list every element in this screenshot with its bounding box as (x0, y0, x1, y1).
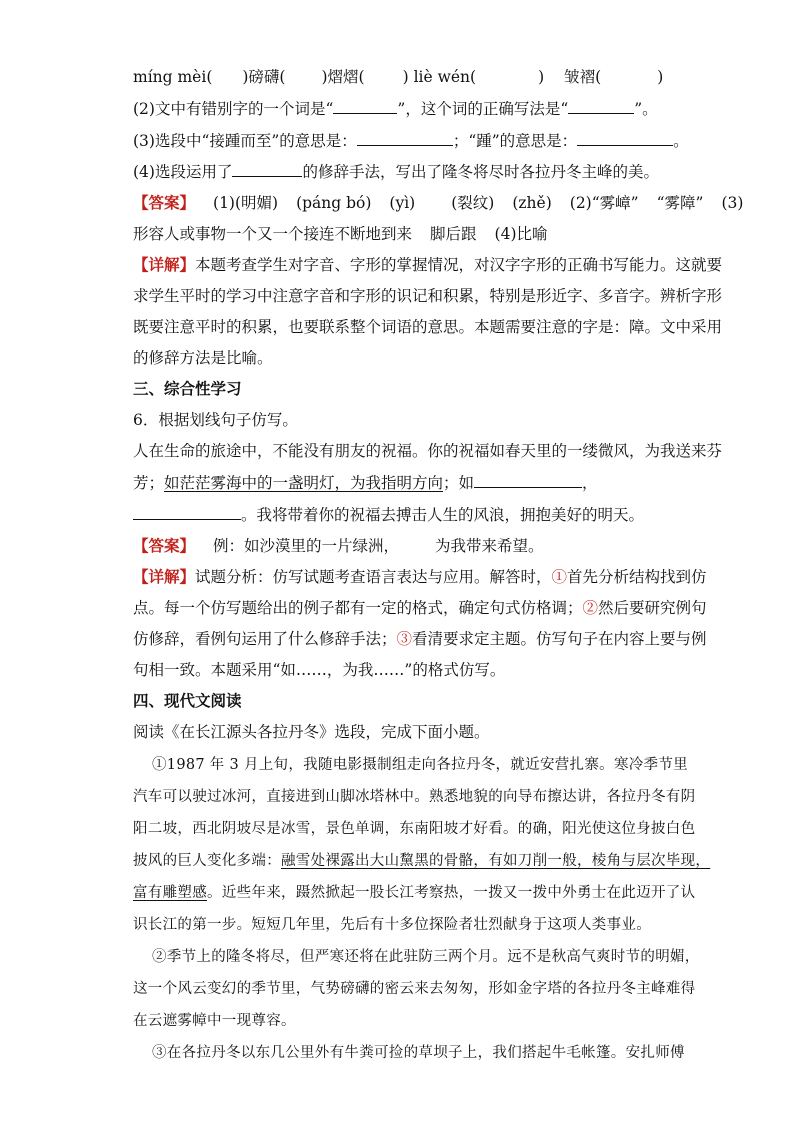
text: 例：如沙漠里的一片绿洲， (213, 537, 400, 555)
text: ) (657, 68, 664, 86)
passage-line: 识长江的第一步。短短几年里，先后有十多位探险者壮烈献身于这项人类事业。 (133, 917, 651, 933)
text: )熠熠( (321, 68, 365, 86)
detail2-line2 (133, 597, 707, 619)
answer-blank (577, 129, 673, 146)
answer-blank (357, 129, 453, 146)
q6-title: 6．根据划线句子仿写。 (133, 411, 298, 429)
text: 首先分析结构找到仿 (567, 568, 707, 586)
q5-part4-line (133, 160, 659, 183)
detail2-line3 (133, 628, 707, 650)
text: (1)(明媚) (213, 194, 279, 212)
text: 为我带来希望。 (435, 537, 544, 555)
text: (zhě) (512, 194, 552, 212)
detail1-line1 (133, 254, 722, 276)
answer1-line1 (133, 192, 743, 214)
text: 皱褶( (564, 68, 602, 86)
passage-line: 在云遮雾幛中一现尊容。 (133, 1013, 296, 1029)
text: 。近些年来，蹑然掀起一股长江考察热，一拨又一拨中外勇士在此迈开了认 (207, 885, 696, 901)
circled-number: ① (551, 568, 568, 586)
text: 脚后跟 (430, 225, 477, 243)
reading-intro: 阅读《在长江源头各拉丹冬》选段，完成下面小题。 (133, 723, 490, 741)
text: ) liè wén( (402, 68, 477, 86)
underlined-sentence: 融雪处裸露出大山黧黑的骨骼，有如刀削一般，棱角与层次毕现， (281, 853, 711, 869)
q6-line3 (133, 503, 644, 526)
answer-blank (568, 97, 634, 114)
detail1-line2 (133, 285, 722, 307)
q5-part2-line (133, 97, 658, 120)
passage-line: ①1987 年 3 月上旬，我随电影摄制组走向各拉丹冬，就近安营扎寨。寒冷季节里 (152, 757, 688, 773)
text: (4)比喻 (494, 225, 548, 243)
text: míng mèi( (133, 68, 213, 86)
q5-pinyin-line (133, 66, 663, 88)
text: ；如 (443, 474, 475, 492)
passage-line: 汽车可以驶过冰河，直接进到山脚冰塔林中。熟悉地貌的向导布擦达讲，各拉丹冬有阴 (133, 789, 696, 805)
q6-line1: 人在生命的旅途中，不能没有朋友的祝福。你的祝福如春天里的一缕微风，为我送来芬 (133, 442, 723, 460)
detail-label: 【详解】 (133, 255, 196, 274)
text: 试题分析：仿写试题考查语言表达与应用。解答时， (195, 568, 552, 586)
q6-line2 (133, 471, 598, 494)
text: 本题考查学生对字音、字形的掌握情况，对汉字字形的正确书写能力。这就要 (195, 256, 723, 274)
text: 的修辞方法是比喻。 (133, 349, 273, 367)
text: 仿修辞，看例句运用了什么修辞手法； (133, 630, 397, 648)
text: 求学生平时的学习中注意字音和字形的识记和积累，特别是形近字、多音字。辨析字形 (133, 287, 723, 305)
section-heading: 三、综合性学习 (133, 379, 242, 398)
text: ”，这个词的正确写法是“ (397, 100, 569, 118)
circled-number: ③ (396, 630, 413, 648)
answer-blank (333, 97, 397, 114)
passage-line: 阳二坡，西北阴坡尽是冰雪，景色单调，东南阳坡才好看。的确，阳光使这位身披白色 (133, 821, 696, 837)
text: ”。 (634, 100, 658, 118)
text: (2)“雾嶂” (569, 194, 639, 212)
q5-part3-line (133, 129, 689, 152)
text: 披风的巨人变化多端： (133, 853, 281, 869)
passage-line (133, 850, 710, 872)
answer-label: 【答案】 (133, 193, 196, 212)
text: 芳； (133, 474, 165, 492)
underlined-sentence: 富有雕塑感 (133, 885, 207, 901)
answer-blank (474, 471, 582, 488)
text: 。我将带着你的祝福去搏击人生的风浪，拥抱美好的明天。 (241, 506, 645, 524)
text: 看清要求定主题。仿写句子在内容上要与例 (412, 630, 707, 648)
detail2-line1 (133, 566, 707, 588)
passage-line: ②季节上的隆冬将尽，但严寒还将在此驻防三两个月。远不是秋高气爽时节的明媚， (152, 949, 700, 965)
detail1-line3 (133, 316, 722, 338)
detail2-line4: 句相一致。本题采用“如……，为我……”的格式仿写。 (133, 661, 506, 679)
circled-number: ② (582, 599, 599, 617)
passage-line: 这一个风云变幻的季节里，气势磅礴的密云来去匆匆，形如金字塔的各拉丹冬主峰难得 (133, 981, 696, 997)
text: 既要注意平时的积累，也要联系整个词语的意思。本题需要注意的字是：障。文中采用 (133, 318, 723, 336)
text: )磅礴( (242, 68, 286, 86)
text: ) (538, 68, 545, 86)
text: “雾障” (656, 194, 704, 212)
detail1-line4 (133, 347, 273, 369)
text: ；“踵”的意思是： (452, 132, 578, 150)
underlined-sentence: 如茫茫雾海中的一盏明灯，为我指明方向 (164, 474, 444, 492)
text: (3) (721, 194, 744, 212)
text: 点。每一个仿写题给出的例子都有一定的格式，确定句式仿格调； (133, 599, 583, 617)
text: (4)选段运用了 (133, 163, 233, 181)
answer-blank (133, 503, 241, 520)
text: (3)选段中“接踵而至”的意思是： (133, 132, 357, 150)
passage-line: ③在各拉丹冬以东几公里外有牛粪可捡的草坝子上，我们搭起牛毛帐篷。安扎师傅 (152, 1045, 685, 1061)
text: (yì) (389, 194, 416, 212)
text: 的修辞手法，写出了隆冬将尽时各拉丹冬主峰的美。 (302, 163, 659, 181)
detail-label: 【详解】 (133, 567, 196, 586)
answer1-line2 (133, 223, 548, 245)
passage-line (133, 882, 695, 904)
answer2-line (133, 535, 544, 557)
answer-label: 【答案】 (133, 536, 196, 555)
text: 然后要研究例句 (598, 599, 707, 617)
answer-blank (232, 160, 302, 177)
text: (裂纹) (451, 194, 495, 212)
text: 。 (673, 132, 689, 150)
text: (páng bó) (296, 194, 372, 212)
text: ， (582, 474, 598, 492)
text: (2)文中有错别字的一个词是“ (133, 100, 334, 118)
text: 形容人或事物一个又一个接连不断地到来 (133, 225, 413, 243)
section-heading: 四、现代文阅读 (133, 691, 242, 710)
